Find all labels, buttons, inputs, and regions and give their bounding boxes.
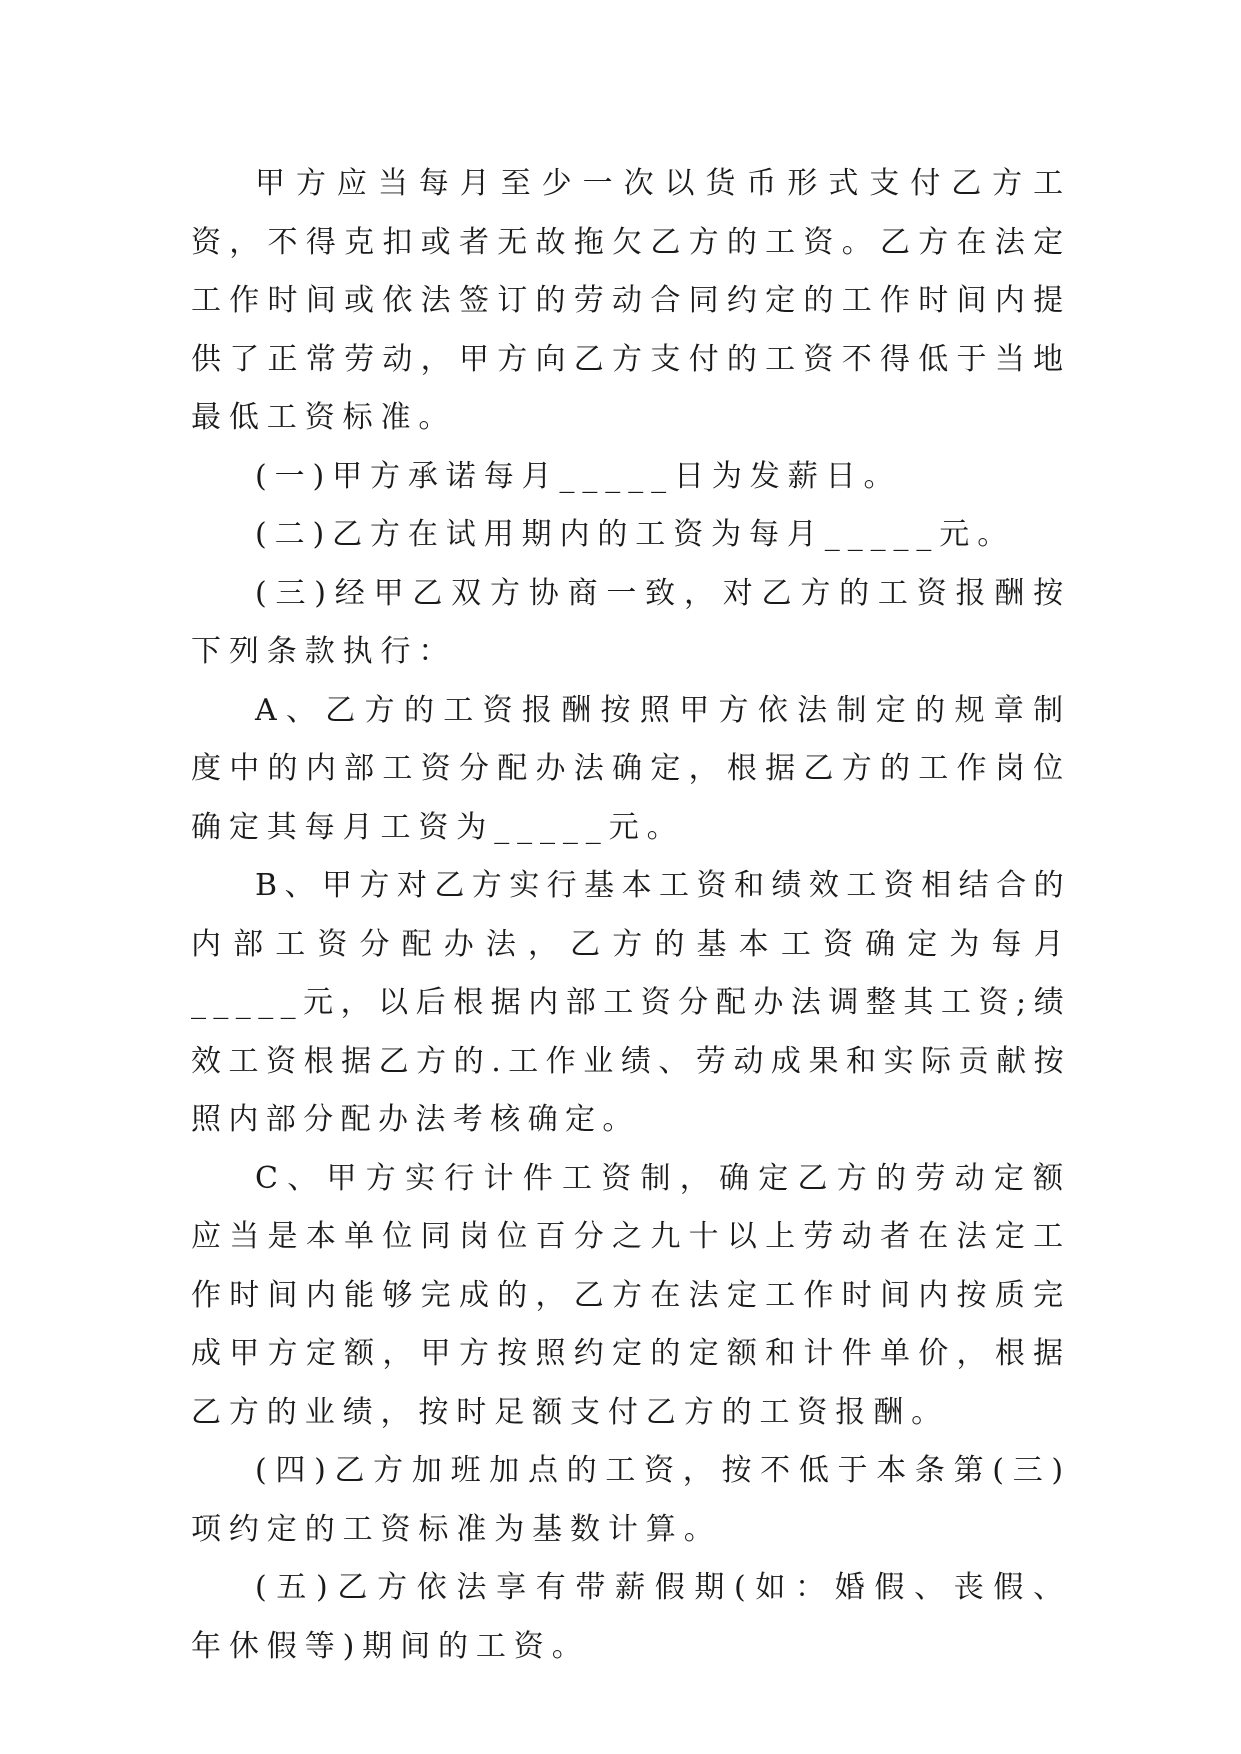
- document-body: [191, 155, 1071, 1676]
- paragraph-option-a: A、乙方的工资报酬按照甲方依法制定的规章制度中的内部工资分配办法确定，根据乙方的工作岗位确定其每月工资为_____元。: [191, 692, 1071, 845]
- paragraph-option-b: B、甲方对乙方实行基本工资和绩效工资相结合的内部工资分配办法，乙方的基本工资确定为每月_____元，以后根据内部工资分配办法调整其工资;绩效工资根据乙方的.工作业绩、劳动成果和实际贡献按照内部分配办法考核确定。: [191, 868, 1071, 1137]
- paragraph-option-c: C、甲方实行计件工资制，确定乙方的劳动定额应当是本单位同岗位百分之九十以上劳动者在法定工作时间内能够完成的，乙方在法定工作时间内按质完成甲方定额，甲方按照约定的定额和计件单价，根据乙方的业绩，按时足额支付乙方的工资报酬。: [191, 1160, 1071, 1430]
- paragraph-probation-wage: (二)乙方在试用期内的工资为每月_____元。: [255, 517, 1016, 552]
- paragraph-payday: (一)甲方承诺每月_____日为发薪日。: [255, 458, 902, 494]
- paragraph-paid-leave-wage: (五)乙方依法享有带薪假期(如：婚假、丧假、年休假等)期间的工资。: [191, 1570, 1071, 1664]
- paragraph-wage-terms: (三)经甲乙双方协商一致，对乙方的工资报酬按下列条款执行：: [191, 575, 1071, 669]
- paragraph-wage-payment: 甲方应当每月至少一次以货币形式支付乙方工资，不得克扣或者无故拖欠乙方的工资。乙方在法定工作时间或依法签订的劳动合同约定的工作时间内提供了正常劳动，甲方向乙方支付的工资不得低于当地最低工资标准。: [191, 166, 1071, 435]
- paragraph-overtime-wage: (四)乙方加班加点的工资，按不低于本条第(三)项约定的工资标准为基数计算。: [191, 1453, 1071, 1547]
